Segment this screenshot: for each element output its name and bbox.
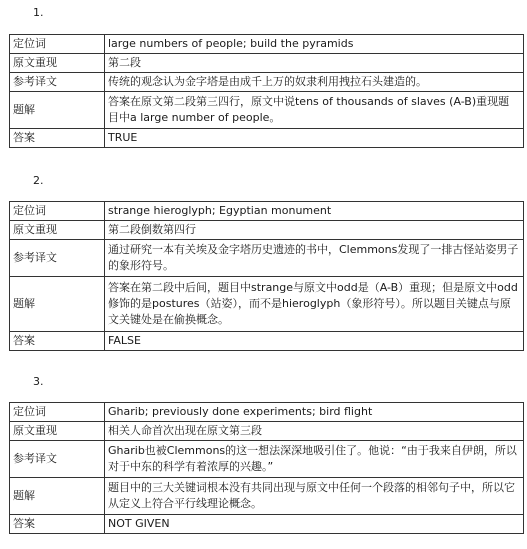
row-value: TRUE <box>105 129 524 148</box>
row-label: 题解 <box>10 478 105 515</box>
table-row <box>10 422 524 441</box>
row-label: 题解 <box>10 277 105 332</box>
row-label: 定位词 <box>10 403 105 422</box>
row-value: FALSE <box>105 332 524 351</box>
answer-table-1 <box>9 34 524 148</box>
table-row <box>10 403 524 422</box>
row-value: 第二段倒数第四行 <box>105 221 524 240</box>
table-row <box>10 92 524 129</box>
row-value: 传统的观念认为金字塔是由成千上万的奴隶利用拽拉石头建造的。 <box>105 73 524 92</box>
row-value: 相关人命首次出现在原文第三段 <box>105 422 524 441</box>
table-row <box>10 277 524 332</box>
table-row <box>10 35 524 54</box>
row-value: 答案在原文第二段第三四行，原文中说tens of thousands of slaves (A-B)重现题目中a large number of people。 <box>105 92 524 129</box>
table-row <box>10 129 524 148</box>
table-row <box>10 73 524 92</box>
table-row <box>10 441 524 478</box>
row-value: large numbers of people; build the pyramids <box>105 35 524 54</box>
row-value: NOT GIVEN <box>105 515 524 534</box>
table-row <box>10 221 524 240</box>
table-row <box>10 202 524 221</box>
row-label: 原文重现 <box>10 54 105 73</box>
row-label: 参考译文 <box>10 240 105 277</box>
row-label: 参考译文 <box>10 441 105 478</box>
answer-table-3 <box>9 402 524 534</box>
section-number: 3. <box>33 375 44 388</box>
row-value: strange hieroglyph; Egyptian monument <box>105 202 524 221</box>
answer-table-2 <box>9 201 524 351</box>
table-row <box>10 332 524 351</box>
row-label: 原文重现 <box>10 221 105 240</box>
row-value: 第二段 <box>105 54 524 73</box>
row-value: 题目中的三大关键词根本没有共同出现与原文中任何一个段落的相邻句子中，所以它从定义上符合平行线理论概念。 <box>105 478 524 515</box>
row-label: 参考译文 <box>10 73 105 92</box>
table-row <box>10 54 524 73</box>
table-row <box>10 478 524 515</box>
row-value: Gharib也被Clemmons的这一想法深深地吸引住了。他说：“由于我来自伊朗，所以对于中东的科学有着浓厚的兴趣。” <box>105 441 524 478</box>
row-value: 通过研究一本有关埃及金字塔历史遗迹的书中，Clemmons发现了一排古怪站姿男子的象形符号。 <box>105 240 524 277</box>
row-label: 定位词 <box>10 202 105 221</box>
row-label: 答案 <box>10 129 105 148</box>
row-value: 答案在第二段中后间，题目中strange与原文中odd是（A-B）重现；但是原文中odd修饰的是postures（站姿），而不是hieroglyph（象形符号）。所以题目关键点与原文关键处是在偷换概念。 <box>105 277 524 332</box>
table-row <box>10 515 524 534</box>
row-label: 题解 <box>10 92 105 129</box>
row-label: 答案 <box>10 332 105 351</box>
row-value: Gharib; previously done experiments; bird flight <box>105 403 524 422</box>
row-label: 答案 <box>10 515 105 534</box>
row-label: 定位词 <box>10 35 105 54</box>
table-row <box>10 240 524 277</box>
section-number: 2. <box>33 174 44 187</box>
row-label: 原文重现 <box>10 422 105 441</box>
section-number: 1. <box>33 6 44 19</box>
